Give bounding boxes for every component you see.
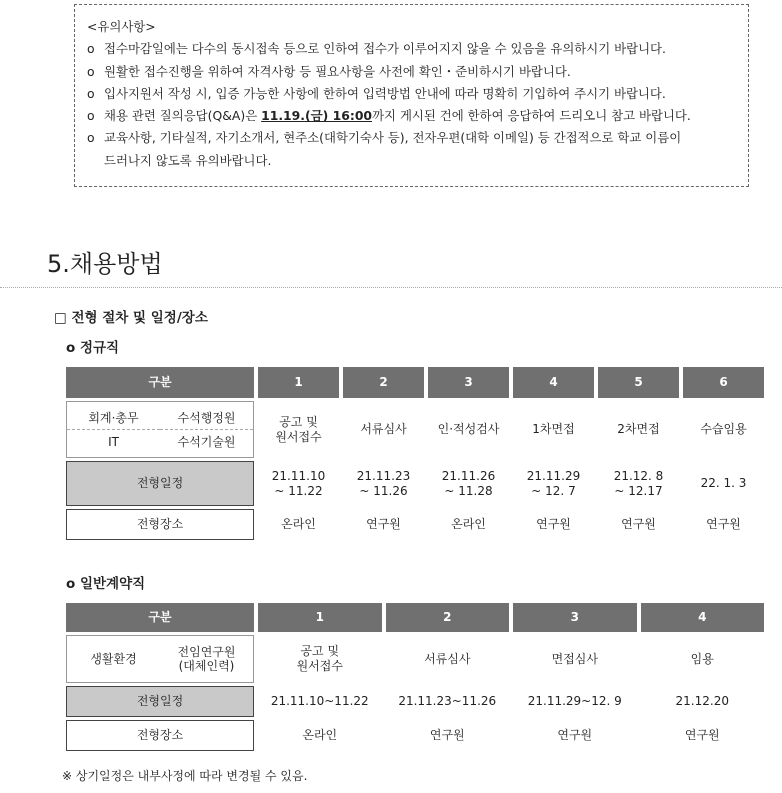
place-cell: 온라인 [258, 720, 382, 751]
place-cell: 연구원 [513, 720, 637, 751]
category-field: 회계·총무 [88, 410, 139, 425]
divider [0, 287, 782, 288]
stage-cell: 면접심사 [513, 635, 637, 683]
schedule-cell: 21.11.23~11.26 [386, 686, 510, 717]
header-step: 5 [598, 367, 679, 398]
stage-cell: 임용 [641, 635, 765, 683]
schedule-cell: 21.12. 8 ~ 12.17 [598, 461, 679, 506]
stage-cell: 서류심사 [343, 401, 424, 458]
place-cell: 온라인 [428, 509, 509, 540]
notice-item: o 원활한 접수진행을 위하여 자격사항 등 필요사항을 사전에 확인・준비하시기 바랍니다. [87, 63, 571, 79]
contract-table [62, 600, 768, 754]
schedule-cell: 21.11.26 ~ 11.28 [428, 461, 509, 506]
place-cell: 연구원 [598, 509, 679, 540]
category-rank: 전임연구원 (대체인력) [177, 645, 236, 673]
schedule-cell: 21.11.10 ~ 11.22 [258, 461, 339, 506]
place-cell: 연구원 [641, 720, 765, 751]
qa-deadline: 11.19.(금) 16:00 [261, 108, 373, 124]
stage-cell: 인·적성검사 [428, 401, 509, 458]
category-rank: 수석기술원 [177, 434, 236, 449]
schedule-label: 전형일정 [66, 461, 254, 506]
header-step: 3 [428, 367, 509, 398]
notice-item: o 입사지원서 작성 시, 입증 가능한 사항에 한하여 입력방법 안내에 따라 명확히 기입하여 주시기 바랍니다. [87, 85, 666, 101]
place-cell: 연구원 [343, 509, 424, 540]
header-step: 1 [258, 367, 339, 398]
notice-item: o 교육사항, 기타실적, 자기소개서, 현주소(대학기숙사 등), 전자우편(대학 이메일) 등 간접적으로 학교 이름이 [87, 130, 682, 146]
subsection-title: □ 전형 절차 및 일정/장소 [54, 310, 208, 326]
place-label: 전형장소 [66, 509, 254, 540]
stage-cell: 서류심사 [386, 635, 510, 683]
notice-item-cont: 드러나지 않도록 유의바랍니다. [104, 152, 272, 168]
header-step: 6 [683, 367, 764, 398]
header-step: 1 [258, 603, 382, 632]
header-label: 구분 [66, 603, 254, 632]
stage-cell: 공고 및 원서접수 [258, 401, 339, 458]
header-label: 구분 [66, 367, 254, 398]
place-cell: 연구원 [513, 509, 594, 540]
notice-item: o 채용 관련 질의응답(Q&A)은 11.19.(금) 16:00까지 게시된 건에 한하여 응답하여 드리오니 참고 바랍니다. [87, 108, 691, 124]
schedule-label: 전형일정 [66, 686, 254, 717]
category-cell [66, 401, 254, 458]
header-step: 4 [513, 367, 594, 398]
category-field: 생활환경 [90, 652, 137, 666]
header-step: 2 [386, 603, 510, 632]
schedule-cell: 21.11.10~11.22 [258, 686, 382, 717]
schedule-cell: 21.11.23 ~ 11.26 [343, 461, 424, 506]
place-label: 전형장소 [66, 720, 254, 751]
schedule-cell: 21.11.29 ~ 12. 7 [513, 461, 594, 506]
notice-heading: <유의사항> [87, 19, 156, 34]
regular-title: o 정규직 [66, 340, 120, 356]
section-title: 5.채용방법 [47, 250, 163, 278]
category-field: IT [108, 434, 119, 449]
stage-cell: 공고 및 원서접수 [258, 635, 382, 683]
category-cell [66, 635, 254, 683]
schedule-cell: 21.11.29~12. 9 [513, 686, 637, 717]
notice-item: o 접수마감일에는 다수의 동시접속 등으로 인하여 접수가 이루어지지 않을 수 있음을 유의하시기 바랍니다. [87, 41, 666, 57]
stage-cell: 수습임용 [683, 401, 764, 458]
place-cell: 연구원 [386, 720, 510, 751]
category-rank: 수석행정원 [177, 410, 236, 425]
schedule-cell: 21.12.20 [641, 686, 765, 717]
place-cell: 연구원 [683, 509, 764, 540]
header-step: 4 [641, 603, 765, 632]
header-step: 3 [513, 603, 637, 632]
notice-box [74, 4, 749, 187]
stage-cell: 2차면접 [598, 401, 679, 458]
schedule-cell: 22. 1. 3 [683, 461, 764, 506]
place-cell: 온라인 [258, 509, 339, 540]
stage-cell: 1차면접 [513, 401, 594, 458]
contract-title: o 일반계약직 [66, 576, 146, 592]
footnote: ※ 상기일정은 내부사정에 따라 변경될 수 있음. [62, 769, 308, 783]
header-step: 2 [343, 367, 424, 398]
regular-table [62, 364, 768, 543]
